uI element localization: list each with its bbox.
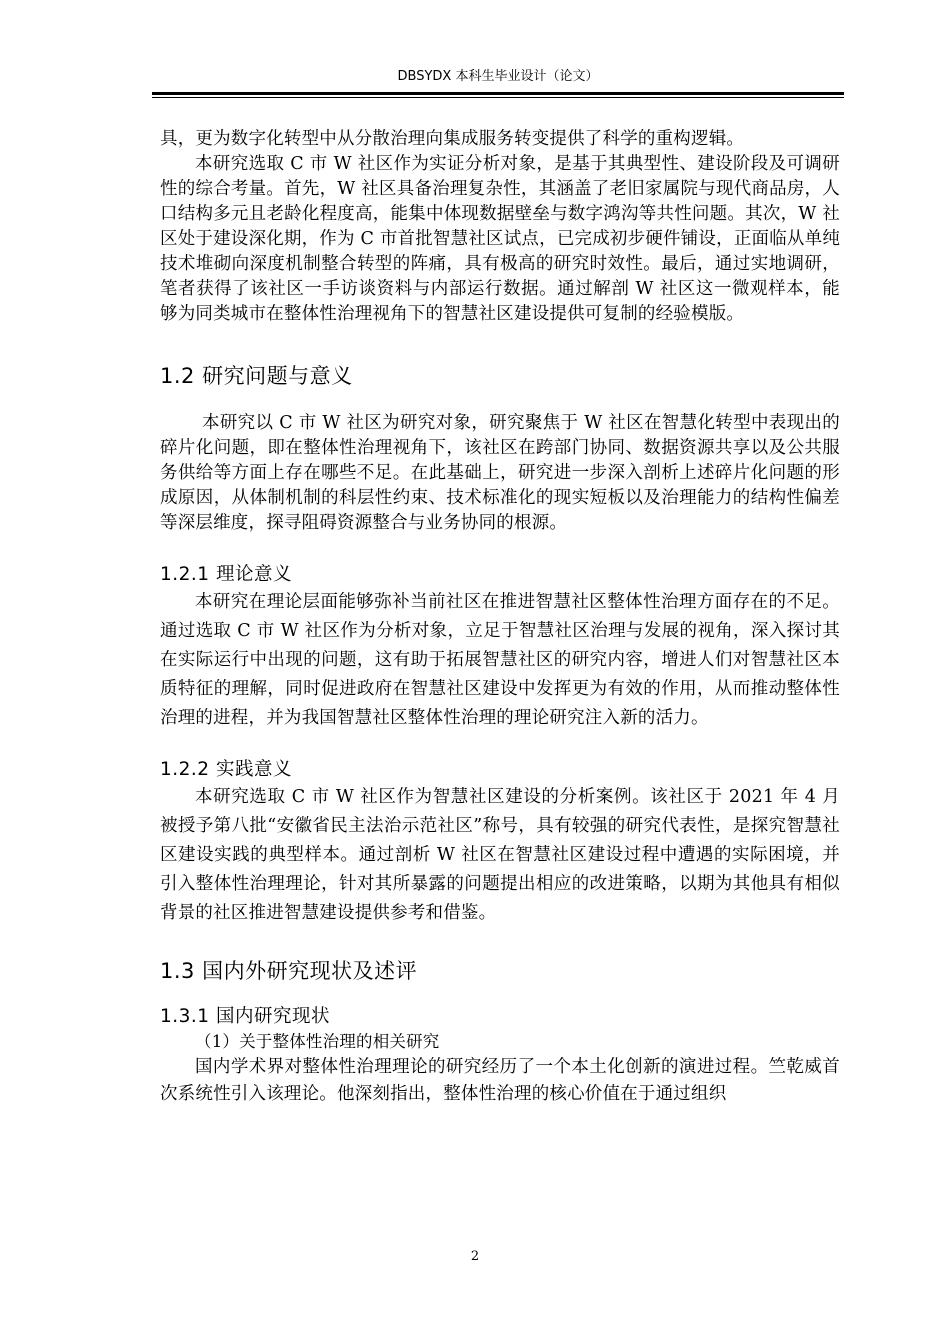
paragraph-theoretical-significance: 本研究在理论层面能够弥补当前社区在推进智慧社区整体性治理方面存在的不足。通过选取 C 市 W 社区作为分析对象，立足于智慧社区治理与发展的视角，深入探讨其在实际运行中出现的问题，这有助于拓展智慧社区的研究内容，增进人们对智慧社区本质特征的理解，同时促进政府在智慧社区建设中发挥更为有效的作用，从而推动整体性治理的进程，并为我国智慧社区整体性治理的理论研究注入新的活力。 — [160, 592, 840, 728]
section-heading-1-3: 1.3 国内外研究现状及述评 — [160, 959, 418, 983]
header-rule-thick — [152, 92, 844, 95]
page-body — [160, 127, 840, 1108]
page-header: DBSYDX 本科生毕业设计（论文） — [397, 69, 599, 84]
section-heading-1-2: 1.2 研究问题与意义 — [160, 364, 353, 388]
header-rule-thin — [152, 97, 844, 98]
paragraph-practical-significance: 本研究选取 C 市 W 社区作为智慧社区建设的分析案例。该社区于 2021 年 4 月被授予第八批“安徽省民主法治示范社区”称号，具有较强的研究代表性，是探究智慧社区建设实践的典型样本。通过剖析 W 社区在智慧社区建设过程中遭遇的实际困境，并引入整体性治理理论，针对其所暴露的问题提出相应的改进策略，以期为其他具有相似背景的社区推进智慧建设提供参考和借鉴。 — [160, 787, 840, 923]
paragraph-continued: 具，更为数字化转型中从分散治理向集成服务转变提供了科学的重构逻辑。 — [160, 129, 745, 149]
paragraph-research-site: 本研究选取 C 市 W 社区作为实证分析对象，是基于其典型性、建设阶段及可调研性的综合考量。首先，W 社区具备治理复杂性，其涵盖了老旧家属院与现代商品房，人口结构多元且老龄化程度高，能集中体现数据壁垒与数字鸿沟等共性问题。其次，W 社区处于建设深化期，作为 C 市首批智慧社区试点，已完成初步硬件铺设，正面临从单纯技术堆砌向深度机制整合转型的阵痛，具有极高的研究时效性。最后，通过实地调研，笔者获得了该社区一手访谈资料与内部运行数据。通过解剖 W 社区这一微观样本，能够为同类城市在整体性治理视角下的智慧社区建设提供可复制的经验模版。 — [160, 154, 841, 324]
paragraph-research-question: 本研究以 C 市 W 社区为研究对象，研究聚焦于 W 社区在智慧化转型中表现出的碎片化问题，即在整体性治理视角下，该社区在跨部门协同、数据资源共享以及公共服务供给等方面上存在哪些不足。在此基础上，研究进一步深入剖析上述碎片化问题的形成原因，从体制机制的科层性约束、技术标准化的现实短板以及治理能力的结构性偏差等深层维度，探寻阻碍资源整合与业务协同的根源。 — [160, 413, 840, 533]
page-number: 2 — [470, 1249, 480, 1264]
subsection-heading-1-2-1: 1.2.1 理论意义 — [160, 564, 292, 585]
subsection-heading-1-3-1: 1.3.1 国内研究现状 — [160, 1006, 330, 1027]
subsection-heading-1-2-2: 1.2.2 实践意义 — [160, 759, 292, 780]
subheading-holistic-governance: （1）关于整体性治理的相关研究 — [195, 1032, 440, 1051]
paragraph-domestic-research: 国内学术界对整体性治理理论的研究经历了一个本土化创新的演进过程。竺乾威首次系统性引入该理论。他深刻指出，整体性治理的核心价值在于通过组织 — [160, 1057, 840, 1104]
